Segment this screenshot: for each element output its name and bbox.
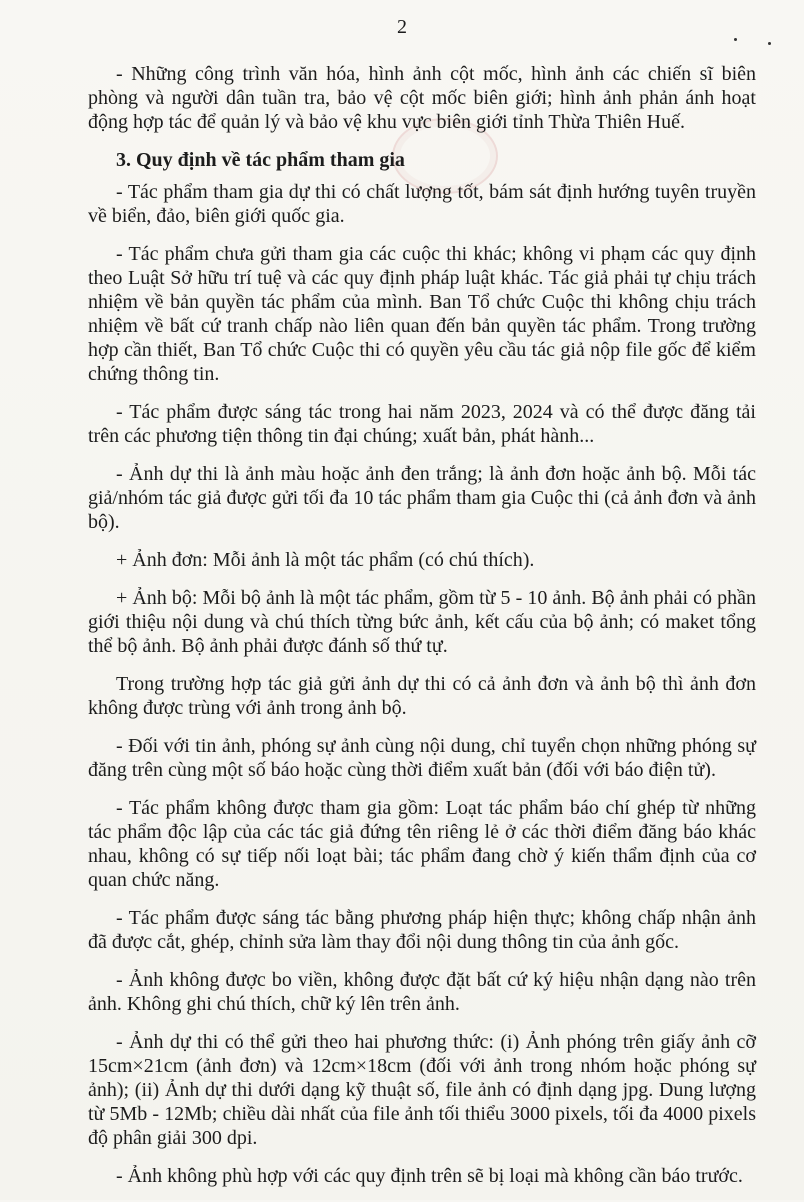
paragraph: - Tác phẩm chưa gửi tham gia các cuộc thi khác; không vi phạm các quy định theo Luật Sở hữu trí tuệ và các quy định pháp luật khác. Tác giả phải tự chịu trách nhiệm về bản quyền tác phẩm của mình. Ban Tổ chức Cuộc thi không chịu trách nhiệm về bất cứ tranh chấp nào liên quan đến bản quyền tác phẩm. Trong trường hợp cần thiết, Ban Tổ chức Cuộc thi có quyền yêu cầu tác giả nộp file gốc để kiểm chứng thông tin. — [88, 243, 756, 385]
paragraph: Trong trường hợp tác giả gửi ảnh dự thi có cả ảnh đơn và ảnh bộ thì ảnh đơn không được trùng với ảnh trong ảnh bộ. — [88, 673, 756, 719]
paragraph: + Ảnh bộ: Mỗi bộ ảnh là một tác phẩm, gồm từ 5 - 10 ảnh. Bộ ảnh phải có phần giới thiệu nội dung và chú thích từng bức ảnh, kết cấu của bộ ảnh; có maket tổng thể bộ ảnh. Bộ ảnh phải được đánh số thứ tự. — [88, 587, 756, 657]
paragraph: - Ảnh dự thi là ảnh màu hoặc ảnh đen trắng; là ảnh đơn hoặc ảnh bộ. Mỗi tác giả/nhóm tác giả được gửi tối đa 10 tác phẩm tham gia Cuộc thi (cả ảnh đơn và ảnh bộ). — [88, 463, 756, 533]
paragraph: + Ảnh đơn: Mỗi ảnh là một tác phẩm (có chú thích). — [116, 549, 535, 571]
page-number: 2 — [397, 16, 407, 38]
paragraph: - Tác phẩm được sáng tác bằng phương pháp hiện thực; không chấp nhận ảnh đã được cắt, ghép, chỉnh sửa làm thay đổi nội dung thông tin của ảnh gốc. — [88, 907, 756, 953]
paragraph: - Tác phẩm tham gia dự thi có chất lượng tốt, bám sát định hướng tuyên truyền về biển, đảo, biên giới quốc gia. — [88, 181, 756, 227]
paragraph: - Tác phẩm không được tham gia gồm: Loạt tác phẩm báo chí ghép từ những tác phẩm độc lập của các tác giả đứng tên riêng lẻ ở các thời điểm đăng báo khác nhau, không có sự tiếp nối loạt bài; tác phẩm đang chờ ý kiến thẩm định của cơ quan chức năng. — [88, 797, 756, 891]
paragraph: - Những công trình văn hóa, hình ảnh cột mốc, hình ảnh các chiến sĩ biên phòng và người dân tuần tra, bảo vệ cột mốc biên giới; hình ảnh phản ánh hoạt động hợp tác để quản lý và bảo vệ khu vực biên giới tỉnh Thừa Thiên Huế. — [88, 63, 756, 133]
document-body — [88, 62, 756, 1202]
scan-speck — [734, 38, 737, 41]
paragraph: - Ảnh không được bo viền, không được đặt bất cứ ký hiệu nhận dạng nào trên ảnh. Không ghi chú thích, chữ ký lên trên ảnh. — [88, 969, 756, 1015]
paragraph: - Đối với tin ảnh, phóng sự ảnh cùng nội dung, chỉ tuyển chọn những phóng sự đăng trên cùng một số báo hoặc cùng thời điểm xuất bản (đối với báo điện tử). — [88, 735, 756, 781]
paragraph: - Tác phẩm được sáng tác trong hai năm 2023, 2024 và có thể được đăng tải trên các phương tiện thông tin đại chúng; xuất bản, phát hành... — [88, 401, 756, 447]
paragraph: - Ảnh không phù hợp với các quy định trên sẽ bị loại mà không cần báo trước. — [116, 1165, 743, 1187]
paragraph: - Ảnh dự thi có thể gửi theo hai phương thức: (i) Ảnh phóng trên giấy ảnh cỡ 15cm×21cm (ảnh đơn) và 12cm×18cm (đối với ảnh trong nhóm hoặc phóng sự ảnh); (ii) Ảnh dự thi dưới dạng kỹ thuật số, file ảnh có định dạng jpg. Dung lượng từ 5Mb - 12Mb; chiều dài nhất của file ảnh tối thiểu 3000 pixels, tối đa 4000 pixels độ phân giải 300 dpi. — [88, 1031, 756, 1149]
scan-speck — [768, 42, 771, 45]
section-heading: 3. Quy định về tác phẩm tham gia — [116, 149, 405, 171]
